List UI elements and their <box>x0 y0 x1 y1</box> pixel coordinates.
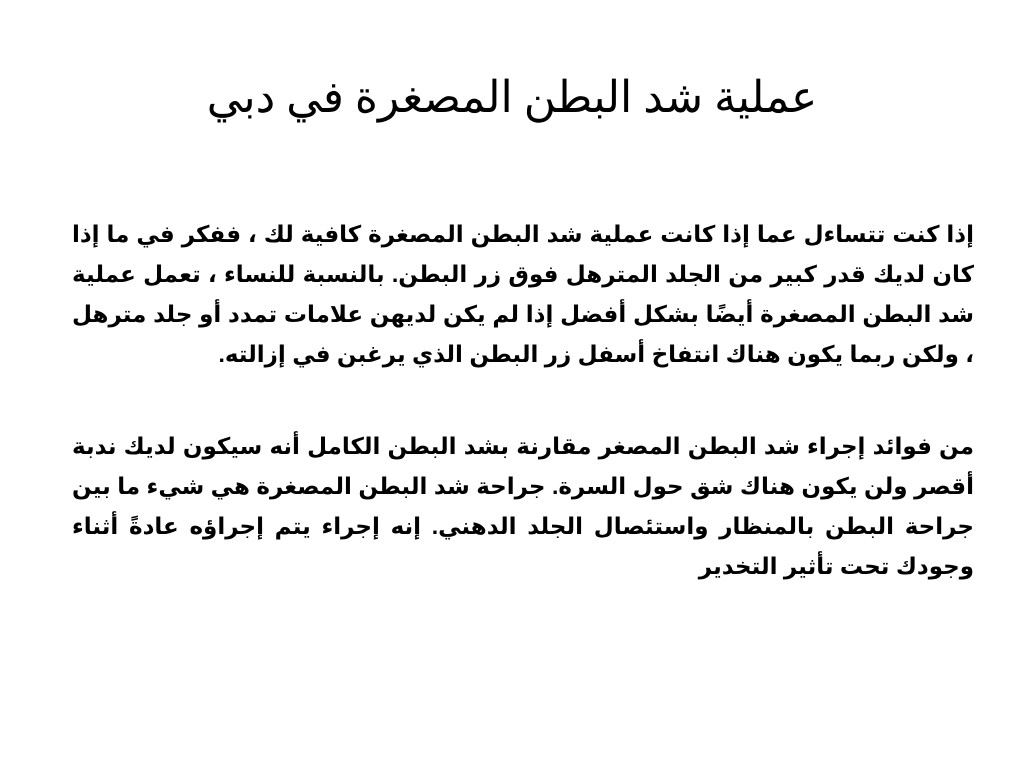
slide-body <box>72 214 974 586</box>
paragraph-2: من فوائد إجراء شد البطن المصغر مقارنة بشد البطن الكامل أنه سيكون لديك ندبة أقصر ولن يكون هناك شق حول السرة. جراحة شد البطن المصغرة هي شيء ما بين جراحة البطن بالمنظار واستئصال الجلد الدهني. إنه إجراء يتم إجراؤه عادةً أثناء وجودك تحت تأثير التخدير <box>72 433 974 579</box>
slide-title: عملية شد البطن المصغرة في دبي <box>206 73 818 122</box>
paragraph-1: إذا كنت تتساءل عما إذا كانت عملية شد البطن المصغرة كافية لك ، ففكر في ما إذا كان لديك قدر كبير من الجلد المترهل فوق زر البطن. بالنسبة للنساء ، تعمل عملية شد البطن المصغرة أيضًا بشكل أفضل إذا لم يكن لديهن علامات تمدد أو جلد مترهل ، ولكن ربما يكون هناك انتفاخ أسفل زر البطن الذي يرغبن في إزالته. <box>72 221 974 367</box>
